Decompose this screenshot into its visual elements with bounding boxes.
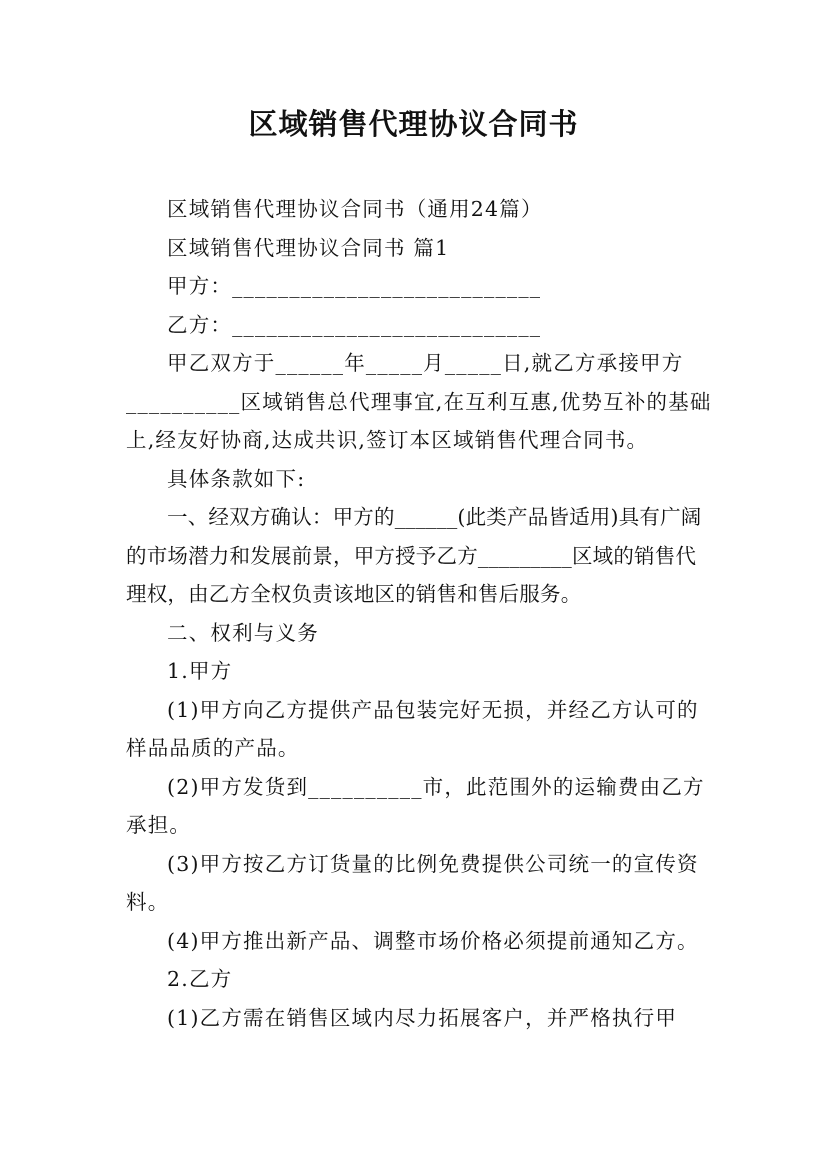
- intro-paragraph: 甲乙双方于______年_____月_____日,就乙方承接甲方__________区域销售总代理事宜,在互利互惠,优势互补的基础上,经友好协商,达成共识,签订本区域销售代理合同书。: [126, 351, 712, 452]
- document-body: [126, 190, 716, 1037]
- party-a-subheading: 1.甲方: [167, 659, 233, 683]
- party-a-item-1: (1)甲方向乙方提供产品包装完好无损，并经乙方认可的样品品质的产品。: [126, 697, 699, 760]
- document-title: 区域销售代理协议合同书: [248, 107, 579, 141]
- party-b-line: 乙方：___________________________: [167, 312, 542, 337]
- subtitle-paragraph: 区域销售代理协议合同书（通用24篇）: [167, 197, 543, 221]
- clause-1-paragraph: 一、经双方确认：甲方的______(此类产品皆适用)具有广阔的市场潜力和发展前景，甲方授予乙方_________区域的销售代理权，由乙方全权负责该地区的销售和售后服务。: [126, 505, 702, 606]
- section-heading: 区域销售代理协议合同书 篇1: [167, 235, 450, 260]
- party-b-subheading: 2.乙方: [167, 967, 233, 991]
- party-a-item-2: (2)甲方发货到__________市，此范围外的运输费由乙方承担。: [126, 774, 705, 837]
- party-a-line: 甲方：___________________________: [167, 274, 542, 298]
- party-a-item-4: (4)甲方推出新产品、调整市场价格必须提前通知乙方。: [167, 928, 699, 953]
- terms-heading: 具体条款如下:: [167, 466, 306, 491]
- party-b-item-1: (1)乙方需在销售区域内尽力拓展客户，并严格执行甲: [167, 1005, 678, 1030]
- party-a-item-3: (3)甲方按乙方订货量的比例免费提供公司统一的宣传资料。: [126, 851, 699, 914]
- clause-2-heading: 二、权利与义务: [167, 620, 319, 645]
